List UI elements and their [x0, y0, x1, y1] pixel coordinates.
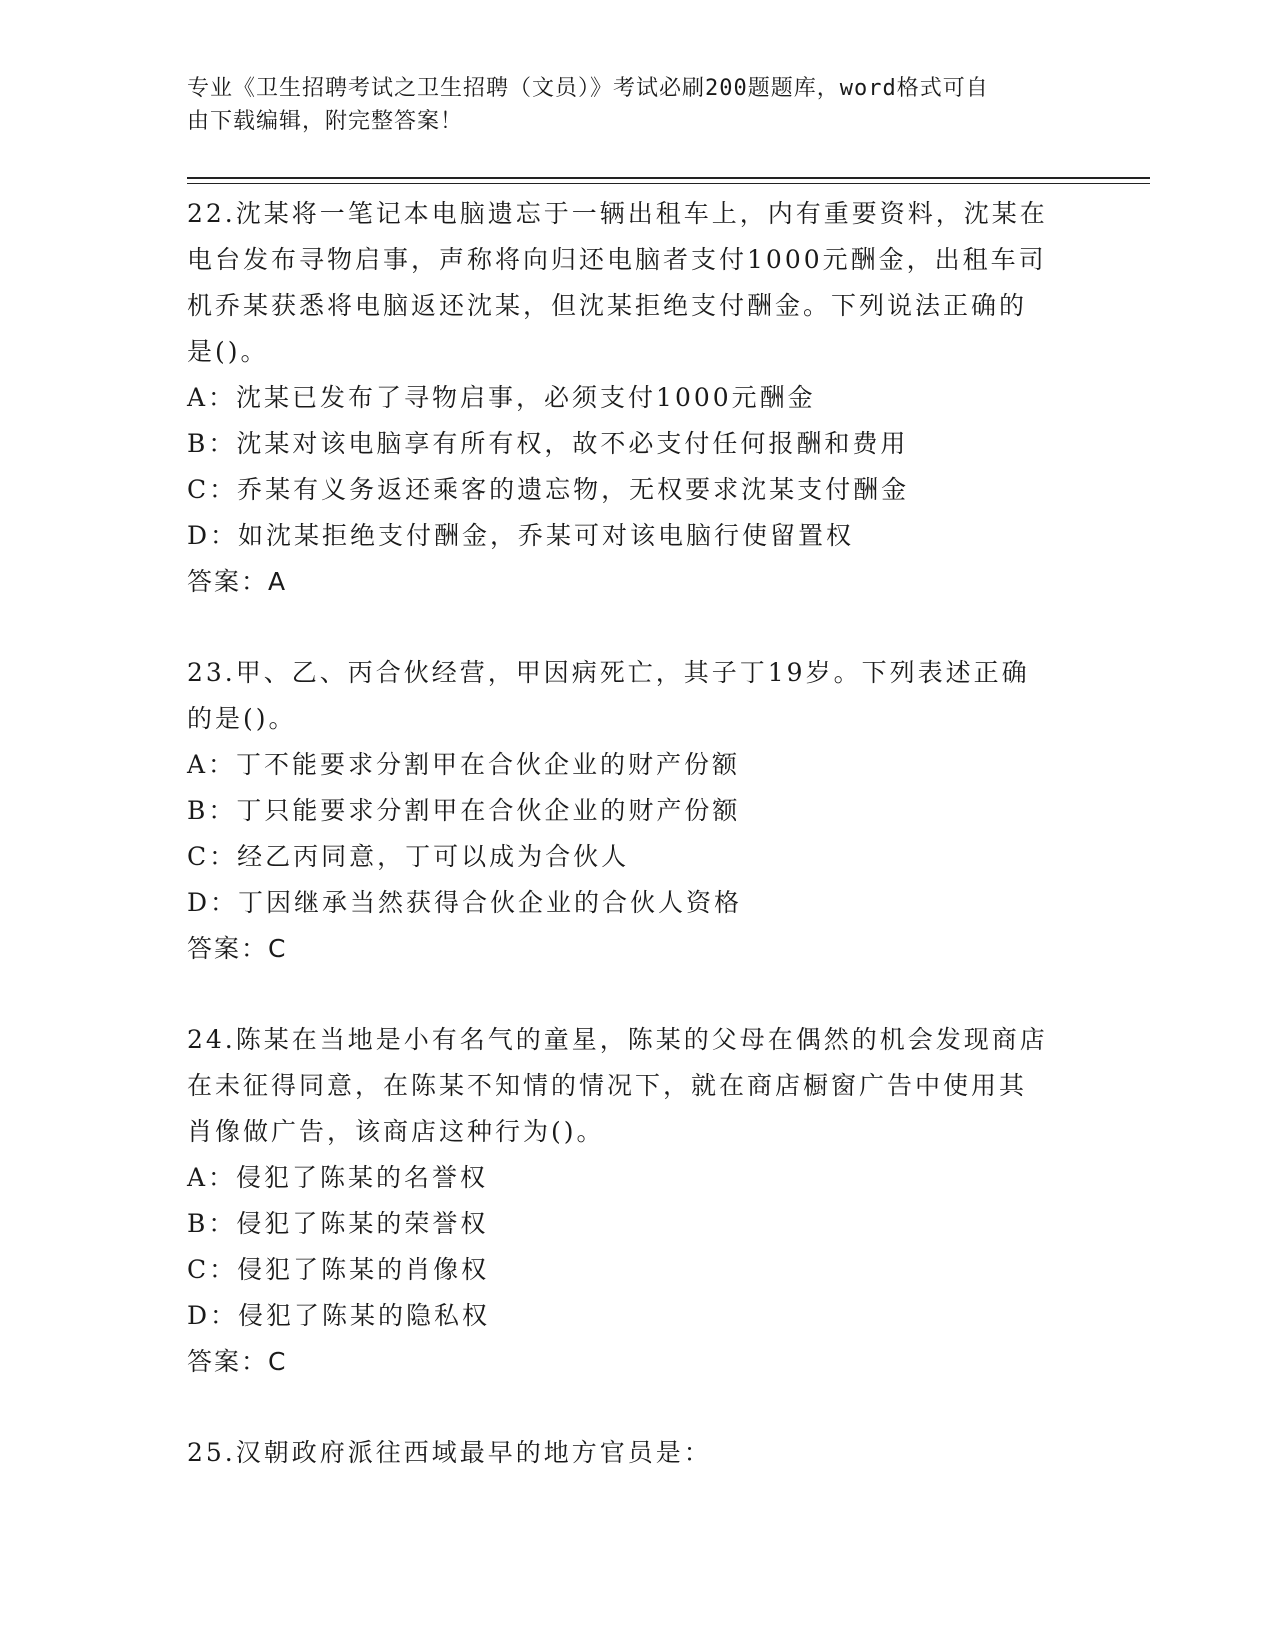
option-b: B：丁只能要求分割甲在合伙企业的财产份额 [187, 796, 741, 825]
question-text: 在未征得同意，在陈某不知情的情况下，就在商店橱窗广告中使用其 [187, 1071, 1028, 1100]
option-a: A：侵犯了陈某的名誉权 [187, 1163, 489, 1192]
question-text: 电台发布寻物启事，声称将向归还电脑者支付1000元酬金，出租车司 [187, 245, 1047, 274]
header-divider [187, 177, 1150, 179]
option-b: B：沈某对该电脑享有所有权，故不必支付任何报酬和费用 [187, 429, 909, 458]
question-text: 肖像做广告，该商店这种行为()。 [187, 1117, 605, 1146]
option-b: B：侵犯了陈某的荣誉权 [187, 1209, 489, 1238]
answer: 答案：C [187, 1347, 288, 1376]
header-line: 由下载编辑，附完整答案！ [187, 109, 464, 134]
header-divider-thin [187, 183, 1150, 184]
option-c: C：乔某有义务返还乘客的遗忘物，无权要求沈某支付酬金 [187, 475, 910, 504]
option-d: D：如沈某拒绝支付酬金，乔某可对该电脑行使留置权 [187, 521, 855, 550]
question-text: 的是()。 [187, 704, 297, 733]
answer: 答案：A [187, 567, 288, 596]
option-d: D：侵犯了陈某的隐私权 [187, 1301, 491, 1330]
option-d: D：丁因继承当然获得合伙企业的合伙人资格 [187, 888, 743, 917]
question-text: 23.甲、乙、丙合伙经营，甲因病死亡，其子丁19岁。下列表述正确 [187, 658, 1030, 687]
question-text: 机乔某获悉将电脑返还沈某，但沈某拒绝支付酬金。下列说法正确的 [187, 291, 1028, 320]
header-line: 专业《卫生招聘考试之卫生招聘（文员）》考试必刷200题题库，word格式可自 [187, 76, 989, 101]
question-text: 25.汉朝政府派往西域最早的地方官员是： [187, 1438, 712, 1467]
option-c: C：经乙丙同意，丁可以成为合伙人 [187, 842, 630, 871]
question-22 [187, 191, 1087, 605]
question-23 [187, 650, 1087, 972]
option-a: A：沈某已发布了寻物启事，必须支付1000元酬金 [187, 383, 816, 412]
question-24 [187, 1017, 1087, 1385]
document-header [187, 72, 1067, 138]
question-text: 22.沈某将一笔记本电脑遗忘于一辆出租车上，内有重要资料，沈某在 [187, 199, 1048, 228]
question-text: 24.陈某在当地是小有名气的童星，陈某的父母在偶然的机会发现商店 [187, 1025, 1048, 1054]
question-25 [187, 1430, 1087, 1476]
question-list [187, 191, 1087, 1476]
option-c: C：侵犯了陈某的肖像权 [187, 1255, 490, 1284]
question-text: 是()。 [187, 337, 269, 366]
answer: 答案：C [187, 934, 288, 963]
option-a: A：丁不能要求分割甲在合伙企业的财产份额 [187, 750, 741, 779]
